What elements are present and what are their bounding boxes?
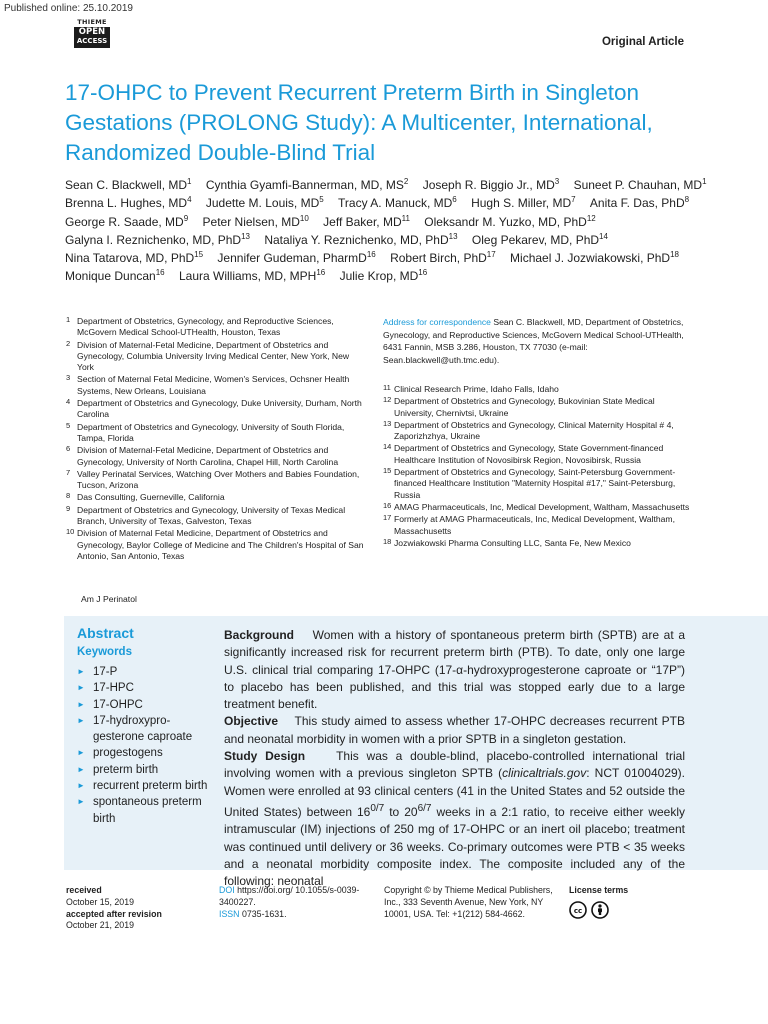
affiliation (66, 398, 368, 421)
abstract-background (224, 627, 685, 713)
author-name: Anita F. Das, PhD (589, 196, 685, 211)
author-affiliation-number: 16 (316, 268, 326, 278)
background-label: Background (224, 628, 295, 642)
author-name: Jeff Baker, MD (323, 214, 402, 229)
affiliation-text: Clinical Research Prime, Idaho Falls, Idaho (394, 384, 559, 394)
author (424, 213, 595, 231)
affiliation (383, 420, 691, 443)
author (471, 194, 575, 212)
affiliation (66, 469, 368, 492)
keywords-heading: Keywords (77, 646, 132, 658)
affiliation-number: 13 (383, 418, 392, 428)
author (574, 176, 707, 194)
author (217, 249, 375, 267)
author-affiliation-number: 8 (684, 195, 690, 205)
affiliation-number: 7 (66, 467, 71, 477)
affiliation (383, 502, 691, 513)
abstract-text (224, 627, 685, 890)
affiliation (383, 443, 691, 466)
logo-publisher: THIEME (77, 18, 107, 26)
abstract-objective (224, 713, 685, 748)
affiliation (66, 340, 368, 374)
affiliation-text: Department of Obstetrics and Gynecology, State Government-financed Healthcare Institution of Novosibirsk Region, Novosibirsk, Russia (394, 443, 664, 465)
affiliation-text: AMAG Pharmaceuticals, Inc, Medical Development, Waltham, Massachusetts (394, 501, 690, 512)
author-affiliation-number: 2 (403, 177, 409, 186)
author-affiliation-number: 5 (319, 195, 324, 205)
author-name: Jennifer Gudeman, PharmD (217, 251, 367, 266)
author-name: Laura Williams, MD, MPH (178, 269, 317, 284)
issn-label: ISSN (219, 908, 240, 919)
footer-copyright: Copyright © by Thieme Medical Publishers, Inc., 333 Seventh Avenue, New York, NY 10001, USA. Tel: +1(212) 584-4662. (384, 885, 553, 919)
author-affiliation-number: 1 (187, 177, 192, 186)
keyword: ► 17-hydroxypro-gesterone caproate (77, 713, 217, 746)
author-affiliation-number: 16 (366, 250, 376, 260)
author-affiliation-number: 10 (299, 213, 309, 223)
author (206, 176, 409, 194)
author-name: Joseph R. Biggio Jr., MD (422, 178, 555, 192)
author (338, 194, 457, 212)
received-date: October 15, 2019 (66, 896, 134, 907)
author-name: Michael J. Jozwiakowski, PhD (510, 251, 671, 266)
author-affiliation-number: 11 (401, 213, 410, 223)
keyword: ► preterm birth (77, 762, 217, 778)
affiliation-text: Department of Obstetrics and Gynecology, Bukovinian State Medical University, Chernivtsi, Ukraine (394, 396, 655, 418)
author (179, 267, 325, 285)
affiliation-text: Department of Obstetrics and Gynecology, University of South Florida, Tampa, Florida (77, 421, 345, 443)
attribution-icon[interactable] (591, 901, 609, 919)
author (65, 194, 192, 212)
affiliations-left (66, 316, 368, 563)
affiliation-number: 10 (66, 527, 75, 537)
objective-text: This study aimed to assess whether 17-OHPC decreases recurrent PTB and neonatal morbidity in women with a prior SPTB in a singleton gestation. (224, 714, 685, 746)
journal-name: Am J Perinatol (81, 594, 137, 604)
design-text-4: weeks in a 2:1 ratio, to receive either weekly intramuscular (IM) injections of 250 mg of 17-OHPC or an inert oil placebo; treatment was continued until delivery or 36 weeks. Co-primary outcomes were PTB < 35 weeks and a neonatal morbidity composite index. The composite included any of the following: neonatal (224, 804, 686, 889)
author-name: Nina Tatarova, MD, PhD (65, 251, 195, 266)
author-affiliation-number: 9 (183, 213, 189, 223)
keyword: ► spontaneous preterm birth (77, 794, 217, 827)
affiliation (66, 505, 368, 528)
affiliation-number: 17 (383, 513, 392, 523)
accepted-label: accepted after revision (66, 908, 162, 919)
affiliation-number: 3 (66, 373, 71, 383)
affiliation-number: 2 (66, 338, 71, 348)
affiliation-text: Department of Obstetrics and Gynecology, Duke University, Durham, North Carolina (77, 398, 362, 420)
author-name: Brenna L. Hughes, MD (65, 196, 188, 211)
affiliation (66, 528, 368, 562)
author-name: Oleksandr M. Yuzko, MD, PhD (424, 214, 587, 229)
abstract-study-design (224, 748, 685, 890)
author-name: Nataliya Y. Reznichenko, MD, PhD (264, 232, 449, 247)
affiliation (383, 396, 691, 419)
author (65, 267, 165, 285)
design-text-2: : NCT 01004029). Women were enrolled at 93 clinical centers (41 in the United States and 52 outside the United States) between 16 (224, 766, 685, 819)
author-affiliation-number: 4 (187, 195, 192, 205)
thieme-open-access-logo (74, 19, 110, 48)
affiliation (383, 467, 691, 501)
logo-line1: OPEN (78, 27, 106, 37)
affiliation-number: 9 (66, 503, 71, 513)
affiliation-number: 4 (66, 397, 71, 407)
affiliation-text: Section of Maternal Fetal Medicine, Women's Services, Ochsner Health Systems, New Orleans, Louisiana (77, 374, 350, 396)
keyword: ► 17-HPC (77, 680, 217, 696)
license-icons (569, 901, 709, 919)
affiliation-text: Jozwiakowski Pharma Consulting LLC, Santa Fe, New Mexico (394, 537, 631, 548)
correspondence (383, 316, 688, 366)
author-affiliation-number: 1 (702, 177, 707, 186)
author (65, 249, 203, 267)
author (423, 176, 560, 194)
affiliation-text: Formerly at AMAG Pharmaceuticals, Inc, Medical Development, Waltham, Massachusetts (394, 514, 675, 536)
affiliation (66, 374, 368, 397)
author (65, 213, 188, 231)
author (390, 249, 496, 267)
objective-label: Objective (224, 714, 279, 729)
author (65, 176, 192, 194)
affiliation-text: Department of Obstetrics and Gynecology, University of Texas Medical Branch, University of Texas, Galveston, Texas (77, 504, 346, 527)
correspondence-label: Address for correspondence (383, 317, 491, 327)
keyword: ► progestogens (77, 745, 217, 761)
affiliations-right (383, 384, 691, 550)
author-affiliation-number: 14 (599, 231, 608, 241)
author-name: Sean C. Blackwell, MD (65, 178, 188, 192)
logo-box (74, 27, 110, 48)
author-affiliation-number: 12 (586, 213, 596, 223)
author (590, 194, 689, 212)
author-name: Oleg Pekarev, MD, PhD (471, 232, 600, 247)
design-label: Study Design (224, 749, 306, 764)
author-name: Julie Krop, MD (339, 269, 419, 284)
affiliation-number: 12 (383, 395, 392, 405)
correspondence-text: Sean C. Blackwell, MD, Department of Obstetrics, Gynecology, and Reproductive Sciences, McGovern Medical School-UTHealth, 6431 Fannin, MSB 3.286, Houston, TX 77030 (e-mail: Sean.blackwell@uth.tmc.edu). (383, 317, 684, 365)
author (206, 194, 324, 212)
author-affiliation-number: 6 (452, 195, 457, 205)
author-affiliation-number: 16 (418, 268, 428, 278)
logo-line2: ACCESS (76, 37, 108, 45)
affiliation (66, 316, 368, 339)
author-name: George R. Saade, MD (65, 214, 184, 229)
author-name: Peter Nielsen, MD (202, 214, 300, 229)
affiliation (383, 538, 691, 549)
footer-identifiers (219, 885, 379, 920)
design-registry: clinicaltrials.gov (502, 766, 587, 781)
affiliation-text: Division of Maternal-Fetal Medicine, Department of Obstetrics and Gynecology, University of North Carolina, Chapel Hill, North Carolina (77, 445, 339, 467)
author-affiliation-number: 13 (448, 231, 458, 241)
author-affiliation-number: 17 (486, 250, 496, 260)
keyword-list (77, 664, 217, 827)
author-affiliation-number: 7 (571, 195, 576, 205)
keyword: ► 17-OHPC (77, 697, 217, 713)
affiliation-text: Department of Obstetrics and Gynecology, Saint-Petersburg Government-financed Healthcare Institution "Maternity Hospital #17," Saint-Petersburg, Russia (394, 467, 676, 500)
author-name: Suneet P. Chauhan, MD (573, 178, 703, 192)
creative-commons-icon[interactable] (569, 901, 587, 919)
received-label: received (66, 885, 102, 895)
affiliation-number: 15 (383, 466, 392, 476)
design-text-1: This was a double-blind, placebo-controlled international trial involving women with a previous singleton SPTB ( (224, 749, 685, 781)
author-name: Galyna I. Reznichenko, MD, PhD (65, 232, 242, 247)
abstract-heading: Abstract (77, 625, 134, 641)
author (65, 231, 250, 249)
author-affiliation-number: 18 (670, 250, 679, 260)
affiliation-text: Division of Maternal Fetal Medicine, Department of Obstetrics and Gynecology, Baylor College of Medicine and The Children's Hospital of San Antonio, San Antonio, Texas (77, 528, 364, 561)
affiliation (383, 384, 691, 395)
doi-link[interactable]: https://doi.org/ 10.1055/s-0039-3400227. (219, 885, 360, 907)
keyword: ► 17-P (77, 664, 217, 680)
author-name: Tracy A. Manuck, MD (338, 196, 453, 211)
design-sup-2: 6/7 (417, 802, 432, 814)
author (510, 249, 679, 267)
license-label: License terms (569, 885, 629, 895)
footer-dates (66, 885, 216, 932)
issn-value: 0735-1631. (242, 908, 287, 919)
affiliation (383, 514, 691, 537)
affiliation-number: 6 (66, 444, 71, 454)
author-name: Robert Birch, PhD (390, 251, 487, 266)
doi-label: DOI (219, 885, 235, 895)
author-name: Monique Duncan (65, 269, 156, 284)
published-date: Published online: 25.10.2019 (4, 3, 133, 14)
affiliation-text: Das Consulting, Guerneville, California (77, 492, 225, 503)
author-list (65, 176, 735, 286)
article-title: 17-OHPC to Prevent Recurrent Preterm Birth in Singleton Gestations (PROLONG Study): A Multicenter, International, Randomized Double-Blind Trial (65, 80, 653, 165)
affiliation-number: 18 (383, 536, 392, 546)
author-affiliation-number: 15 (194, 250, 204, 260)
author-name: Hugh S. Miller, MD (471, 196, 572, 211)
affiliation-number: 5 (66, 420, 71, 430)
affiliation (66, 445, 368, 468)
affiliation-number: 11 (383, 383, 391, 392)
author-name: Cynthia Gyamfi-Bannerman, MD, MS (205, 178, 404, 192)
affiliation-number: 14 (383, 442, 392, 452)
design-text-3: to 20 (384, 804, 418, 819)
affiliation (66, 492, 368, 503)
author-affiliation-number: 3 (554, 177, 560, 186)
footer-license (569, 885, 709, 919)
author (472, 231, 608, 249)
author (264, 231, 457, 249)
accepted-date: October 21, 2019 (66, 920, 134, 931)
affiliation (66, 422, 368, 445)
author (203, 213, 309, 231)
author-affiliation-number: 13 (241, 231, 250, 241)
affiliation-number: 16 (383, 500, 392, 510)
author-name: Judette M. Louis, MD (205, 196, 320, 211)
affiliation-text: Department of Obstetrics, Gynecology, and Reproductive Sciences, McGovern Medical School-UTHealth, Houston, Texas (77, 316, 334, 338)
design-sup-1: 0/7 (370, 802, 385, 814)
affiliation-text: Valley Perinatal Services, Watching Over Mothers and Babies Foundation, Tucson, Arizona (77, 468, 360, 491)
affiliation-number: 1 (66, 315, 71, 324)
affiliation-number: 8 (66, 491, 71, 501)
affiliation-text: Department of Obstetrics and Gynecology, Clinical Maternity Hospital # 4, Zaporizhzhya, Ukraine (394, 419, 674, 442)
svg-text:cc: cc (573, 906, 583, 915)
background-text: Women with a history of spontaneous preterm birth (SPTB) are at a significantly increased risk for recurrent preterm birth (PTB). To date, only one large U.S. clinical trial comparing 17-OHPC (17-α-hydroxyprogesterone caproate or “17P”) to placebo has been published, and this trial was stopped early due to a large treatment benefit. (224, 628, 685, 712)
author (340, 267, 428, 285)
author (323, 213, 410, 231)
article-type: Original Article (601, 36, 684, 48)
affiliation-text: Division of Maternal-Fetal Medicine, Department of Obstetrics and Gynecology, Columbia University Irving Medical Center, New York, New York (77, 339, 350, 373)
author-affiliation-number: 16 (155, 268, 165, 278)
keyword: ► recurrent preterm birth (77, 778, 217, 794)
